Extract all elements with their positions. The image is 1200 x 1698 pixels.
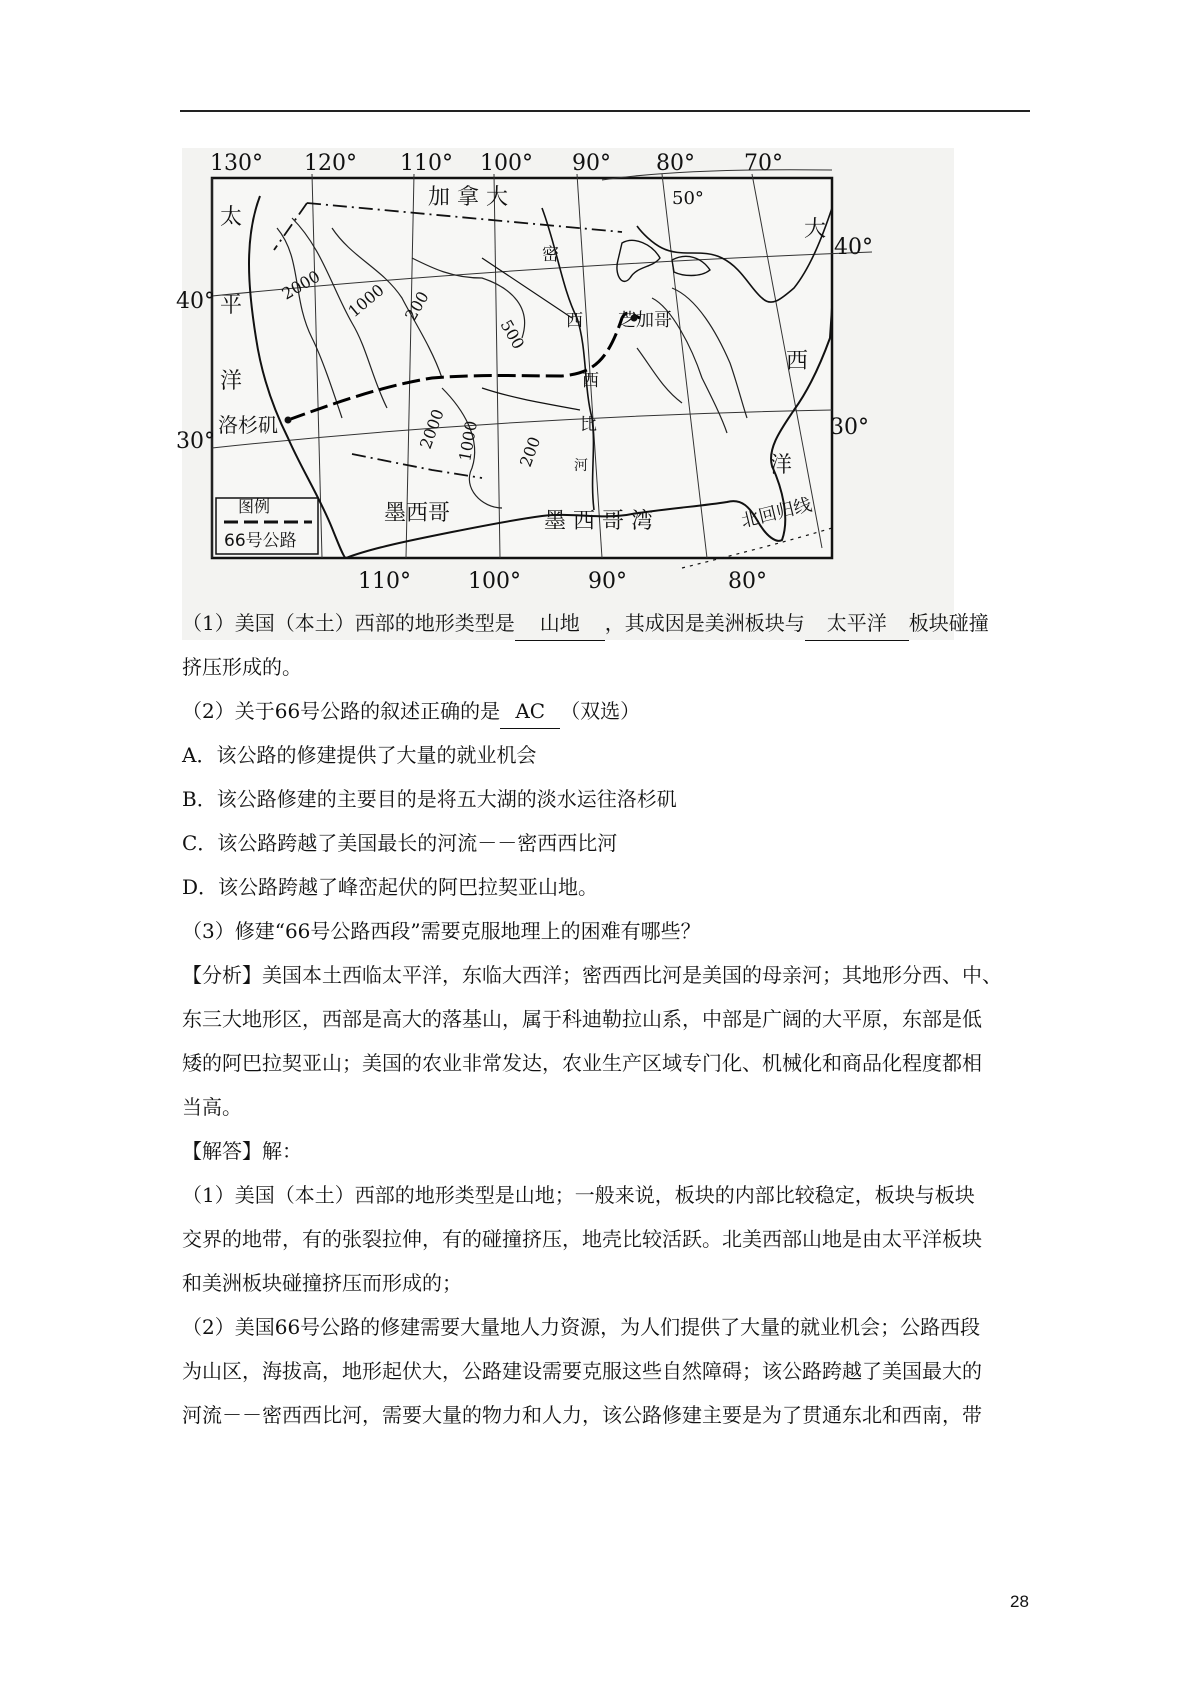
lon-100: 100° bbox=[480, 151, 533, 176]
q2-option-c: C．该公路跨越了美国最长的河流－－密西西比河 bbox=[182, 831, 618, 855]
lat-40-left: 40° bbox=[176, 289, 215, 314]
label-atlantic-3: 洋 bbox=[770, 453, 793, 478]
label-mexico: 墨西哥 bbox=[384, 501, 451, 526]
lon-100-bottom: 100° bbox=[468, 569, 521, 594]
lon-80-bottom: 80° bbox=[728, 569, 767, 594]
page-number: 28 bbox=[1010, 1592, 1029, 1611]
lon-110-bottom: 110° bbox=[358, 569, 411, 594]
label-chicago: 芝加哥 bbox=[618, 310, 672, 331]
q2-suffix: （双选） bbox=[560, 699, 641, 723]
lat-30-left: 30° bbox=[176, 429, 215, 454]
label-miss-1: 密 bbox=[542, 245, 559, 265]
label-canada: 加 拿 大 bbox=[428, 185, 508, 210]
lon-80: 80° bbox=[656, 151, 695, 176]
contour-label: 1000 bbox=[455, 419, 482, 463]
lon-90: 90° bbox=[572, 151, 611, 176]
contour-label: 2000 bbox=[278, 266, 324, 304]
q2-option-d: D．该公路跨越了峰峦起伏的阿巴拉契亚山地。 bbox=[182, 875, 599, 899]
contour-label: 500 bbox=[496, 316, 529, 353]
analysis-line-1: 【分析】美国本土西临太平洋，东临大西洋；密西西比河是美国的母亲河；其地形分西、中、 bbox=[182, 963, 1002, 987]
label-miss-5: 河 bbox=[574, 458, 588, 474]
label-los-angeles: 洛杉矶 bbox=[218, 413, 278, 437]
q3-line: （3）修建“66号公路西段”需要克服地理上的困难有哪些？ bbox=[182, 919, 701, 943]
q2-option-a: A．该公路的修建提供了大量的就业机会 bbox=[182, 743, 537, 767]
lon-90-bottom: 90° bbox=[588, 569, 627, 594]
los-angeles-dot bbox=[285, 417, 292, 424]
label-miss-3: 西 bbox=[582, 371, 599, 391]
analysis-line-4: 当高。 bbox=[182, 1095, 242, 1119]
answer-line-1: （1）美国（本土）西部的地形类型是山地；一般来说，板块的内部比较稳定，板块与板块 bbox=[182, 1183, 975, 1207]
contour-label: 200 bbox=[515, 434, 545, 470]
map-legend bbox=[216, 497, 318, 554]
label-atlantic-2: 西 bbox=[786, 349, 809, 374]
lon-130: 130° bbox=[210, 151, 263, 176]
q1-line bbox=[182, 606, 989, 641]
answer-line-5: 为山区，海拔高，地形起伏大，公路建设需要克服这些自然障碍；该公路跨越了美国最大的 bbox=[182, 1359, 982, 1383]
answer-line-2: 交界的地带，有的张裂拉伸，有的碰撞挤压，地壳比较活跃。北美西部山地是由太平洋板块 bbox=[182, 1227, 982, 1251]
label-tropic: 北回归线 bbox=[739, 494, 814, 533]
label-pacific-3: 洋 bbox=[220, 369, 243, 394]
lon-70: 70° bbox=[744, 151, 783, 176]
answer-line-6: 河流－－密西西比河，需要大量的物力和人力，该公路修建主要是为了贯通东北和西南，带 bbox=[182, 1403, 982, 1427]
lon-120: 120° bbox=[304, 151, 357, 176]
legend-title: 图例 bbox=[238, 497, 271, 516]
answer-line-4: （2）美国66号公路的修建需要大量地人力资源，为人们提供了大量的就业机会；公路西段 bbox=[182, 1315, 981, 1339]
label-gulf: 墨 西 哥 湾 bbox=[544, 509, 653, 534]
lat-40-right: 40° bbox=[834, 235, 873, 260]
q2-answer: AC bbox=[500, 694, 560, 729]
label-pacific-1: 太 bbox=[220, 205, 243, 230]
q1-line2: 挤压形成的。 bbox=[182, 655, 302, 679]
q1-middle: ，其成因是美洲板块与 bbox=[604, 611, 805, 635]
analysis-line-2: 东三大地形区，西部是高大的落基山，属于科迪勒拉山系，中部是广阔的大平原，东部是低 bbox=[182, 1007, 982, 1031]
contour-label: 1000 bbox=[344, 280, 388, 322]
lat-30-right: 30° bbox=[830, 415, 869, 440]
answer-head: 【解答】解： bbox=[182, 1139, 302, 1163]
label-miss-4: 比 bbox=[580, 415, 597, 435]
lon-110: 110° bbox=[400, 151, 453, 176]
q1-suffix: 板块碰撞 bbox=[908, 611, 989, 635]
map-svg bbox=[176, 148, 954, 640]
q2-prefix: （2）关于66号公路的叙述正确的是 bbox=[182, 699, 501, 723]
header-rule bbox=[180, 110, 1030, 112]
label-atlantic-1: 大 bbox=[804, 217, 827, 242]
contour-label: 2000 bbox=[415, 406, 448, 452]
q1-answer-plate: 太平洋 bbox=[805, 606, 909, 641]
usa-route66-map bbox=[176, 148, 954, 640]
contour-label: 200 bbox=[401, 288, 433, 324]
label-miss-2: 西 bbox=[566, 311, 583, 331]
label-pacific-2: 平 bbox=[220, 293, 243, 318]
q1-answer-landform: 山地 bbox=[515, 606, 605, 641]
q1-prefix: （1）美国（本土）西部的地形类型是 bbox=[182, 611, 515, 635]
q2-option-b: B．该公路修建的主要目的是将五大湖的淡水运往洛杉矶 bbox=[182, 787, 677, 811]
legend-label: 66号公路 bbox=[224, 531, 297, 551]
answer-line-3: 和美洲板块碰撞挤压而形成的； bbox=[182, 1271, 462, 1295]
analysis-line-3: 矮的阿巴拉契亚山；美国的农业非常发达，农业生产区域专门化、机械化和商品化程度都相 bbox=[182, 1051, 982, 1075]
q2-line bbox=[182, 694, 640, 729]
lat-50: 50° bbox=[672, 188, 704, 209]
